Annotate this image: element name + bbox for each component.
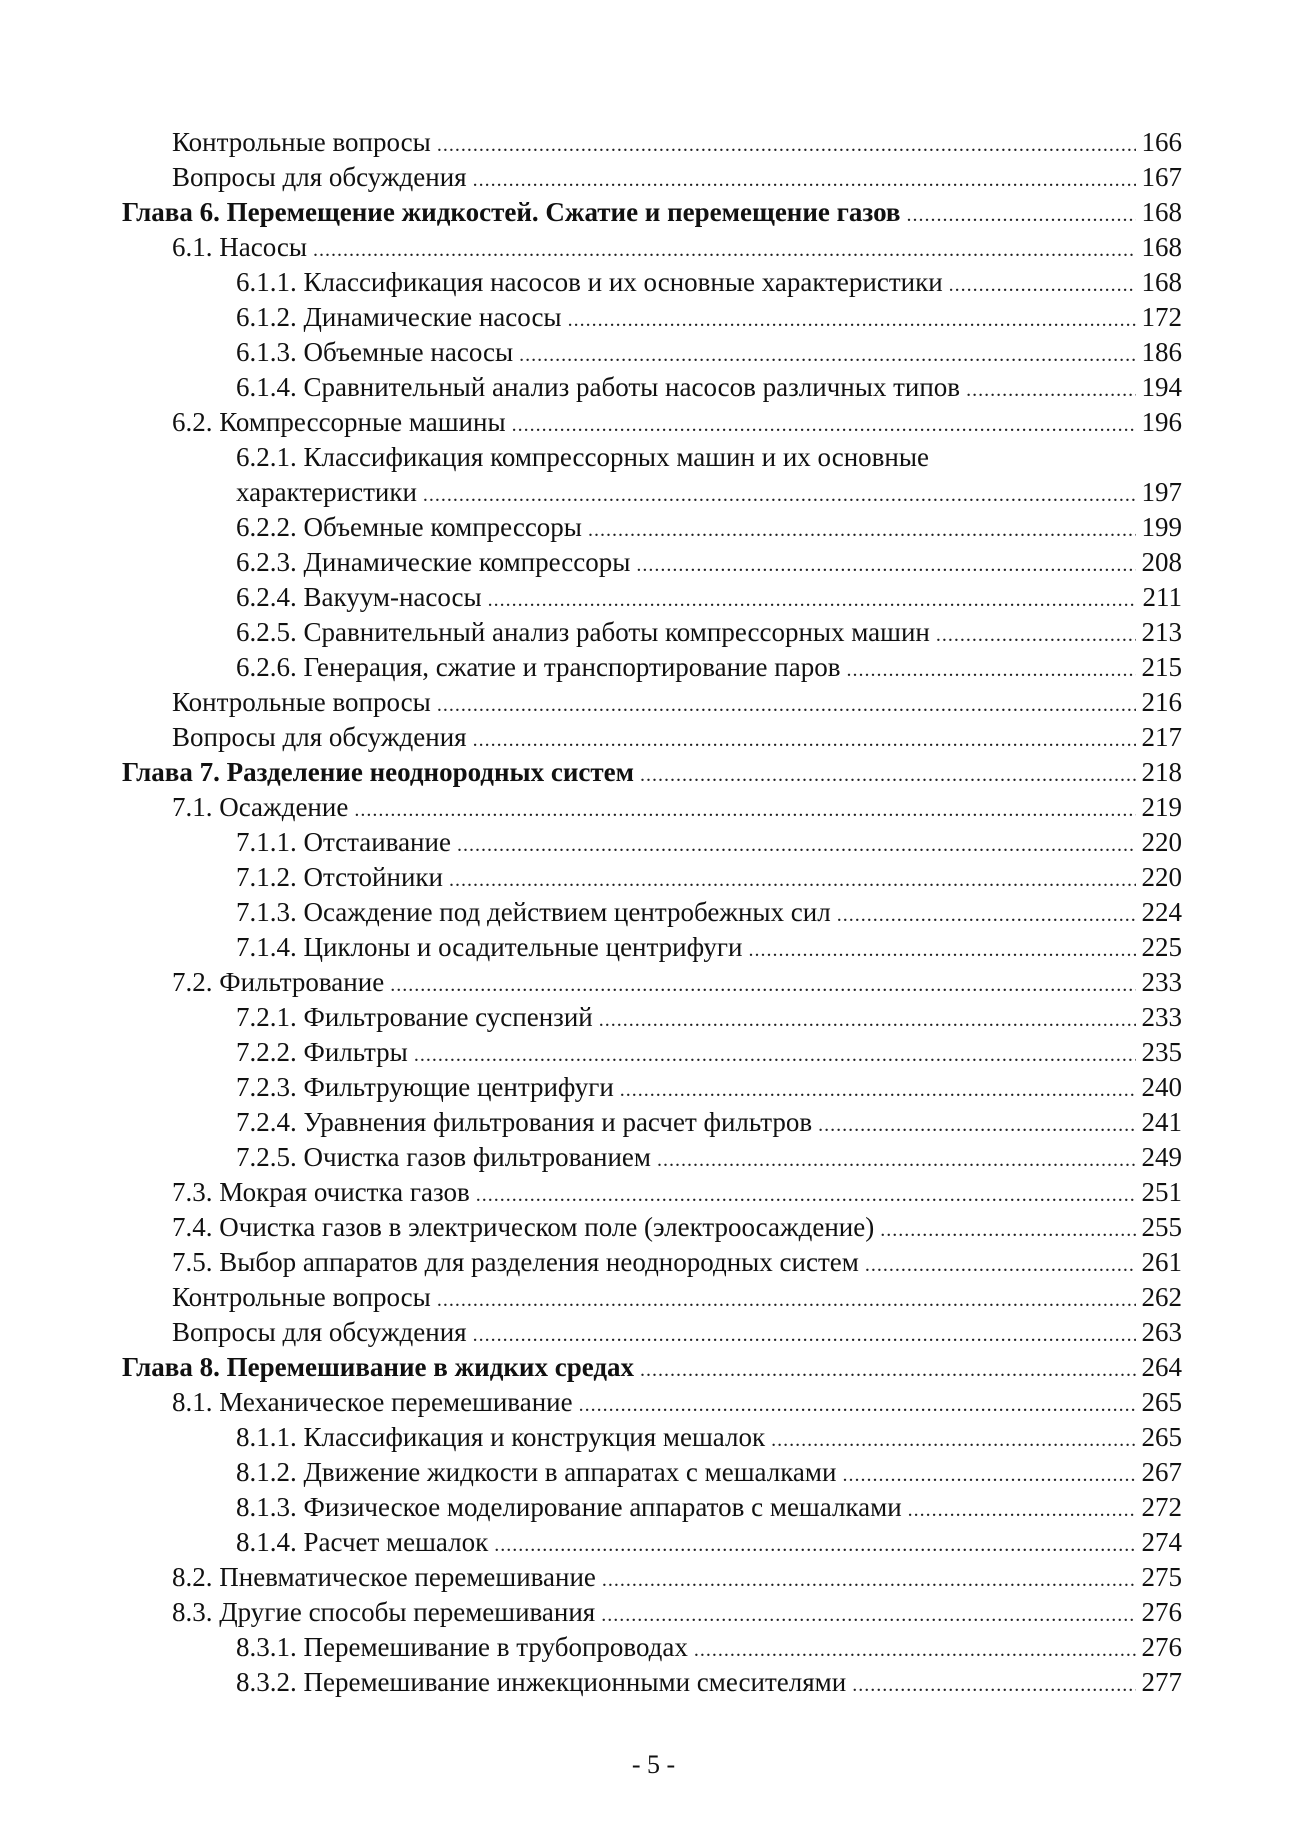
toc-entry-page: 255 [1141, 1212, 1182, 1242]
toc-entry [122, 335, 1182, 370]
dot-leader [694, 1633, 1136, 1668]
toc-entry-page: 199 [1141, 512, 1182, 542]
toc-entry [122, 895, 1182, 930]
toc-entry-page: 219 [1141, 792, 1182, 822]
toc-entry [122, 1315, 1182, 1350]
toc-entry-title: Вопросы для обсуждения [172, 1317, 467, 1347]
toc-entry-title: 6.2. Компрессорные машины [172, 407, 506, 437]
toc-entry-page: 196 [1141, 407, 1182, 437]
toc-entry-title: 6.2.6. Генерация, сжатие и транспортирование паров [236, 652, 841, 682]
toc-entry-page: 211 [1142, 582, 1182, 612]
toc-entry-title: 7.5. Выбор аппаратов для разделения неоднородных систем [172, 1247, 859, 1277]
dot-leader [437, 1283, 1136, 1318]
dot-leader [852, 1668, 1136, 1703]
toc-entry [122, 1420, 1182, 1455]
toc-entry [122, 1175, 1182, 1210]
dot-leader [512, 408, 1136, 443]
toc-entry-page: 241 [1141, 1107, 1182, 1137]
toc-entry-title: 8.3.2. Перемешивание инжекционными смесителями [236, 1667, 847, 1697]
dot-leader [423, 478, 1136, 513]
toc-entry-title: 7.1.4. Циклоны и осадительные центрифуги [236, 932, 743, 962]
dot-leader [620, 1073, 1136, 1108]
dot-leader [602, 1563, 1136, 1598]
dot-leader [966, 373, 1136, 408]
toc-entry-title: 7.1. Осаждение [172, 792, 349, 822]
toc-entry-title: характеристики [236, 477, 417, 507]
toc-entry-title: 7.2.3. Фильтрующие центрифуги [236, 1072, 614, 1102]
dot-leader [748, 933, 1136, 968]
toc-entry-title: 7.2.5. Очистка газов фильтрованием [236, 1142, 651, 1172]
toc-entry-page: 220 [1141, 862, 1182, 892]
toc-entry-title: 7.2.1. Фильтрование суспензий [236, 1002, 593, 1032]
dot-leader [657, 1143, 1136, 1178]
toc-entry [122, 1350, 1182, 1385]
toc-entry-page: 275 [1141, 1562, 1182, 1592]
toc-entry-title: 8.1.4. Расчет мешалок [236, 1527, 489, 1557]
toc-entry-page: 240 [1141, 1072, 1182, 1102]
toc-entry [122, 265, 1182, 300]
page-number: - 5 - [631, 1750, 676, 1779]
toc-entry-page: 276 [1141, 1597, 1182, 1627]
toc-entry-page: 167 [1141, 162, 1182, 192]
toc-entry-title: 7.2.2. Фильтры [236, 1037, 408, 1067]
toc-entry-page: 213 [1141, 617, 1182, 647]
dot-leader [437, 688, 1136, 723]
toc-entry-page: 220 [1141, 827, 1182, 857]
toc-entry [122, 510, 1182, 545]
dot-leader [313, 233, 1136, 268]
toc-entry-page: 216 [1141, 687, 1182, 717]
toc-entry [122, 405, 1182, 440]
dot-leader [599, 1003, 1136, 1038]
toc-entry-title: 7.3. Мокрая очистка газов [172, 1177, 470, 1207]
dot-leader [846, 653, 1136, 688]
toc-entry-page: 261 [1141, 1247, 1182, 1277]
dot-leader [473, 723, 1136, 758]
toc-entry [122, 125, 1182, 160]
toc-entry-title: Контрольные вопросы [172, 127, 431, 157]
toc-entry-page: 249 [1141, 1142, 1182, 1172]
toc-entry-page: 194 [1141, 372, 1182, 402]
dot-leader [908, 1493, 1136, 1528]
toc-entry [122, 545, 1182, 580]
toc-entry-page: 217 [1141, 722, 1182, 752]
toc-entry-page: 263 [1141, 1317, 1182, 1347]
toc-entry [122, 1385, 1182, 1420]
toc-entry-title: 8.1.3. Физическое моделирование аппаратов с мешалками [236, 1492, 902, 1522]
toc-entry-title: 7.4. Очистка газов в электрическом поле (электроосаждение) [172, 1212, 875, 1242]
toc-entry [122, 615, 1182, 650]
dot-leader [936, 618, 1136, 653]
dot-leader [519, 338, 1136, 373]
toc-entry-title: Контрольные вопросы [172, 1282, 431, 1312]
toc-entry-title: Глава 8. Перемешивание в жидких средах [122, 1352, 635, 1382]
toc-entry [122, 300, 1182, 335]
toc-entry [122, 1070, 1182, 1105]
toc-entry-page: 274 [1141, 1527, 1182, 1557]
toc-entry [122, 1490, 1182, 1525]
toc-entry [122, 755, 1182, 790]
toc-entry [122, 790, 1182, 825]
toc-entry [122, 720, 1182, 755]
dot-leader [588, 513, 1136, 548]
toc-entry-page: 251 [1141, 1177, 1182, 1207]
toc-entry-title: 6.1.1. Классификация насосов и их основные характеристики [236, 267, 943, 297]
dot-leader [473, 163, 1136, 198]
toc-entry [122, 930, 1182, 965]
toc-entry-page: 168 [1141, 267, 1182, 297]
toc-entry-title: 6.1.4. Сравнительный анализ работы насосов различных типов [236, 372, 961, 402]
toc-entry-title: 6.2.4. Вакуум-насосы [236, 582, 482, 612]
toc-entry [122, 825, 1182, 860]
dot-leader [771, 1423, 1136, 1458]
toc-entry-page: 267 [1141, 1457, 1182, 1487]
toc-entry [122, 965, 1182, 1000]
dot-leader [494, 1528, 1136, 1563]
toc-entry [122, 1245, 1182, 1280]
dot-leader [640, 1353, 1136, 1388]
toc-entry [122, 475, 1182, 510]
dot-leader [880, 1213, 1136, 1248]
toc-entry-page: 168 [1141, 232, 1182, 262]
toc-entry-page: 172 [1141, 302, 1182, 332]
toc-entry-title: Глава 7. Разделение неоднородных систем [122, 757, 635, 787]
dot-leader [354, 793, 1136, 828]
toc-entry [122, 1035, 1182, 1070]
toc-entry [122, 1455, 1182, 1490]
dot-leader [457, 828, 1136, 863]
toc-entry-page: 265 [1141, 1422, 1182, 1452]
toc-entry [122, 1595, 1182, 1630]
toc-entry [122, 160, 1182, 195]
toc-entry-page: 265 [1141, 1387, 1182, 1417]
dot-leader [568, 303, 1136, 338]
toc-entry-title: 8.2. Пневматическое перемешивание [172, 1562, 596, 1592]
toc-entry-page: 233 [1141, 967, 1182, 997]
dot-leader [579, 1388, 1136, 1423]
toc-entry-title: 6.2.2. Объемные компрессоры [236, 512, 582, 542]
toc-entry-title: 8.1.1. Классификация и конструкция мешалок [236, 1422, 766, 1452]
toc-entry [122, 580, 1182, 615]
toc-entry-title: 6.2.5. Сравнительный анализ работы компрессорных машин [236, 617, 930, 647]
dot-leader [837, 898, 1136, 933]
toc-entry [122, 195, 1182, 230]
toc-entry-page: 168 [1141, 197, 1182, 227]
toc-entry-title: 7.2. Фильтрование [172, 967, 385, 997]
toc-entry [122, 1140, 1182, 1175]
toc-entry-title: Глава 6. Перемещение жидкостей. Сжатие и перемещение газов [122, 197, 901, 227]
dot-leader [640, 758, 1136, 793]
toc-entry [122, 370, 1182, 405]
dot-leader [601, 1598, 1136, 1633]
toc-entry-page: 215 [1141, 652, 1182, 682]
toc-entry-page: 166 [1141, 127, 1182, 157]
toc-entry [122, 1000, 1182, 1035]
toc-entry-title: 6.2.1. Классификация компрессорных машин и их основные [236, 442, 929, 472]
toc-entry-page: 264 [1141, 1352, 1182, 1382]
toc-entry-title: Контрольные вопросы [172, 687, 431, 717]
toc-entry-page: 262 [1141, 1282, 1182, 1312]
toc-entry-title: 8.3. Другие способы перемешивания [172, 1597, 596, 1627]
toc-entry [122, 230, 1182, 265]
toc-entry-title: Вопросы для обсуждения [172, 162, 467, 192]
toc-entry [122, 1210, 1182, 1245]
toc-entry-page: 276 [1141, 1632, 1182, 1662]
toc-entry-page: 233 [1141, 1002, 1182, 1032]
dot-leader [390, 968, 1136, 1003]
toc-entry-title: 7.1.2. Отстойники [236, 862, 443, 892]
toc-entry-title: 7.2.4. Уравнения фильтрования и расчет фильтров [236, 1107, 813, 1137]
toc-entry [122, 1525, 1182, 1560]
toc-entry [122, 1105, 1182, 1140]
toc-entry [122, 1630, 1182, 1665]
toc-entry-page: 225 [1141, 932, 1182, 962]
toc-entry-page: 186 [1141, 337, 1182, 367]
toc-entry [122, 1560, 1182, 1595]
dot-leader [414, 1038, 1136, 1073]
toc-entry-title: Вопросы для обсуждения [172, 722, 467, 752]
toc-entry-title: 8.3.1. Перемешивание в трубопроводах [236, 1632, 688, 1662]
toc-entry [122, 685, 1182, 720]
toc-entry-title: 8.1.2. Движение жидкости в аппаратах с мешалками [236, 1457, 837, 1487]
toc-entry-page: 218 [1141, 757, 1182, 787]
toc-entry [122, 860, 1182, 895]
dot-leader [818, 1108, 1136, 1143]
toc-entry-page: 208 [1141, 547, 1182, 577]
toc-entry-page: 272 [1141, 1492, 1182, 1522]
dot-leader [476, 1178, 1136, 1213]
dot-leader [473, 1318, 1136, 1353]
toc-entry-page: 277 [1141, 1667, 1182, 1697]
toc-entry-page: 235 [1141, 1037, 1182, 1067]
toc-entry [122, 650, 1182, 685]
dot-leader [907, 198, 1136, 233]
toc-entry-page: 197 [1141, 477, 1182, 507]
toc-entry-title: 6.2.3. Динамические компрессоры [236, 547, 631, 577]
toc-entry-title: 8.1. Механическое перемешивание [172, 1387, 573, 1417]
dot-leader [949, 268, 1136, 303]
toc-entry [122, 1665, 1182, 1700]
dot-leader [842, 1458, 1136, 1493]
toc-entry-title: 6.1. Насосы [172, 232, 308, 262]
toc-entry [122, 1280, 1182, 1315]
toc-entry-title: 7.1.3. Осаждение под действием центробежных сил [236, 897, 831, 927]
table-of-contents [122, 125, 1182, 1700]
dot-leader [449, 863, 1136, 898]
toc-entry-title: 6.1.2. Динамические насосы [236, 302, 562, 332]
dot-leader [488, 583, 1136, 618]
toc-entry [122, 440, 1182, 475]
dot-leader [636, 548, 1136, 583]
toc-entry-title: 7.1.1. Отстаивание [236, 827, 451, 857]
dot-leader [865, 1248, 1136, 1283]
toc-entry-page: 224 [1141, 897, 1182, 927]
dot-leader [437, 128, 1136, 163]
toc-entry-title: 6.1.3. Объемные насосы [236, 337, 514, 367]
